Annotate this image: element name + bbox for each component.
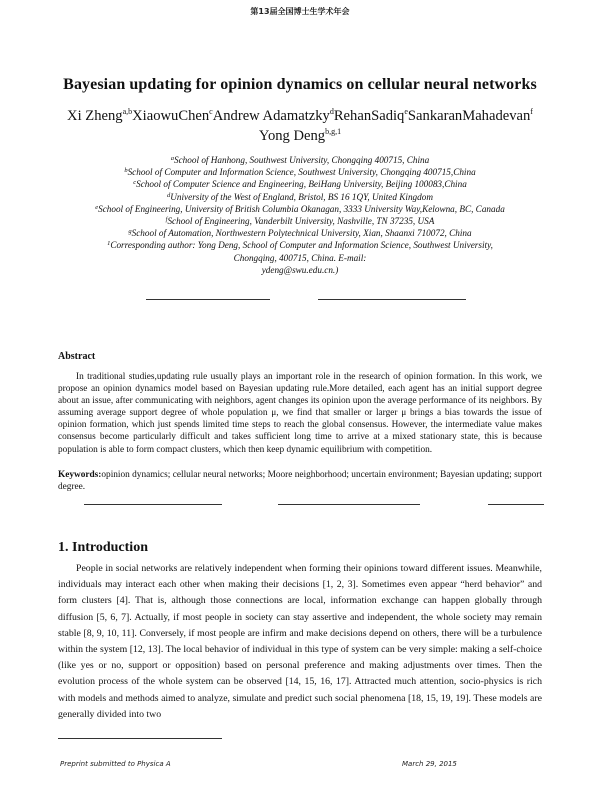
divider-line [278,504,420,505]
affiliation-line [20,264,580,276]
divider-line [488,504,544,505]
affiliation-text: School of Automation, Northwestern Polytechnical University, Xian, Shaanxi 710072, China [131,228,472,239]
author-list [40,106,560,146]
footer-preprint: Preprint submitted to Physica A [60,760,171,768]
affiliation-text: Corresponding author: Yong Deng, School of Computer and Information Science, Southwest University, [110,240,493,251]
affiliation-text: School of Engineering, University of British Columbia Okanagan, 3333 University Way,Kelowna, BC, Canada [98,203,505,214]
affiliation-text: School of Engineering, Vanderbilt University, Nashville, TN 37235, USA [167,216,435,227]
affiliation-text: University of the West of England, Bristol, BS 16 1QY, United Kingdom [170,191,433,202]
affiliation-line [20,227,580,239]
author-name: Xi Zheng [67,108,123,124]
introduction-heading: 1. Introduction [58,540,148,555]
affiliation-line [20,203,580,215]
affiliation-sup: c [133,179,137,187]
divider-line [84,504,222,505]
author-sup: e [404,107,408,116]
author-name: Yong Deng [258,128,326,144]
author-name: SankaranMahadevan [407,108,531,124]
keywords [58,469,542,493]
author-sup: a,b [122,107,133,116]
author-sup: c [209,107,213,116]
author-name: Andrew Adamatzky [212,108,330,124]
affiliation-line [20,154,580,166]
author-sup: f [530,107,533,116]
paper-title: Bayesian updating for opinion dynamics on cellular neural networks [63,76,537,93]
affiliation-line [20,215,580,227]
affiliations [20,154,580,276]
author-name: RehanSadiq [333,108,405,124]
introduction-body [58,561,542,723]
divider-line [318,299,466,300]
affiliation-text: School of Computer Science and Engineering, BeiHang University, Beijing 100083,China [136,179,467,190]
affiliation-line [20,191,580,203]
footnote-rule [58,738,222,739]
author-sup: b,g,1 [325,127,342,136]
abstract-body [58,371,542,456]
abstract-text: In traditional studies,updating rule usually plays an important role in the research of opinion formation. In this work, we propose an opinion dynamics model based on Bayesian updating rule.More detailed, each agent has an initial support degree about an issue, after communicating with neighbors, agent changes its opinion upon the average performance of its neighbors. By assuming average support degree of whole population μ, we find that smaller or larger μ brings a bias towards the issue of opinion formation, which just spends limited time steps to reach the global consensus. However, the intermediate value makes consensus become particularly difficult and takes sufficient long time to arrive at a mixed stationary state, this is because population is able to form compact clusters, which then keep dynamic equilibrium with competition. [58,372,542,455]
affiliation-line [20,166,580,178]
author-sup: d [329,107,334,116]
affiliation-sup: a [170,155,175,162]
affiliation-sup: e [95,203,99,211]
affiliation-text: ydeng@swu.edu.cn.) [261,264,339,275]
conference-header: 第13届全国博士生学术年会 [250,7,350,16]
abstract-heading: Abstract [58,351,96,362]
affiliation-sup: d [167,191,171,199]
author-name: XiaowuChen [132,108,210,124]
introduction-text: People in social networks are relatively independent when forming their opinions toward different issues. Meanwhile, individuals may interact each other when making their decisions [1, 2, 3]. Sometimes even appear “herd behavior” and form clusters [4]. That is, although those connections are local, information exchange can happen globally through diffusion [5, 6, 7]. Actually, if most people in society can stay assertive and independent, the whole society may remain stable [8, 9, 10, 11]. Conversely, if most people are infirm and make decisions depend on others, there will be a turbulence within the system [12, 13]. The local behavior of individual in this type of system can be very simple: making a self-choice (like yes or no, support or opposition) based on personal preference and making adjustments over times. Then the evolution process of the whole system can be observed [14, 15, 16, 17]. Attracted much attention, socio-physics is rich with models and methods aimed to analyze, simulate and predict such social phenomena [18, 15, 19, 19]. These models are generally divided into two [58,563,542,720]
footer-date: March 29, 2015 [402,760,457,768]
affiliation-sup: b [124,167,128,175]
affiliation-text: School of Computer and Information Science, Southwest University, Chongqing 400715,China [127,167,476,178]
affiliation-line [20,252,580,264]
keywords-text: opinion dynamics; cellular neural networks; Moore neighborhood; uncertain environment; Bayesian updating; support degree. [58,470,542,493]
affiliation-line [20,239,580,251]
affiliation-sup: g [128,228,132,236]
keywords-label: Keywords: [58,470,102,480]
affiliation-sup: 1 [107,240,111,248]
affiliation-line [20,178,580,190]
divider-line [146,299,270,300]
affiliation-text: School of Hanhong, Southwest University, Chongqing 400715, China [174,155,430,165]
affiliation-text: Chongqing, 400715, China. E-mail: [233,252,367,263]
affiliation-sup: f [165,216,168,224]
